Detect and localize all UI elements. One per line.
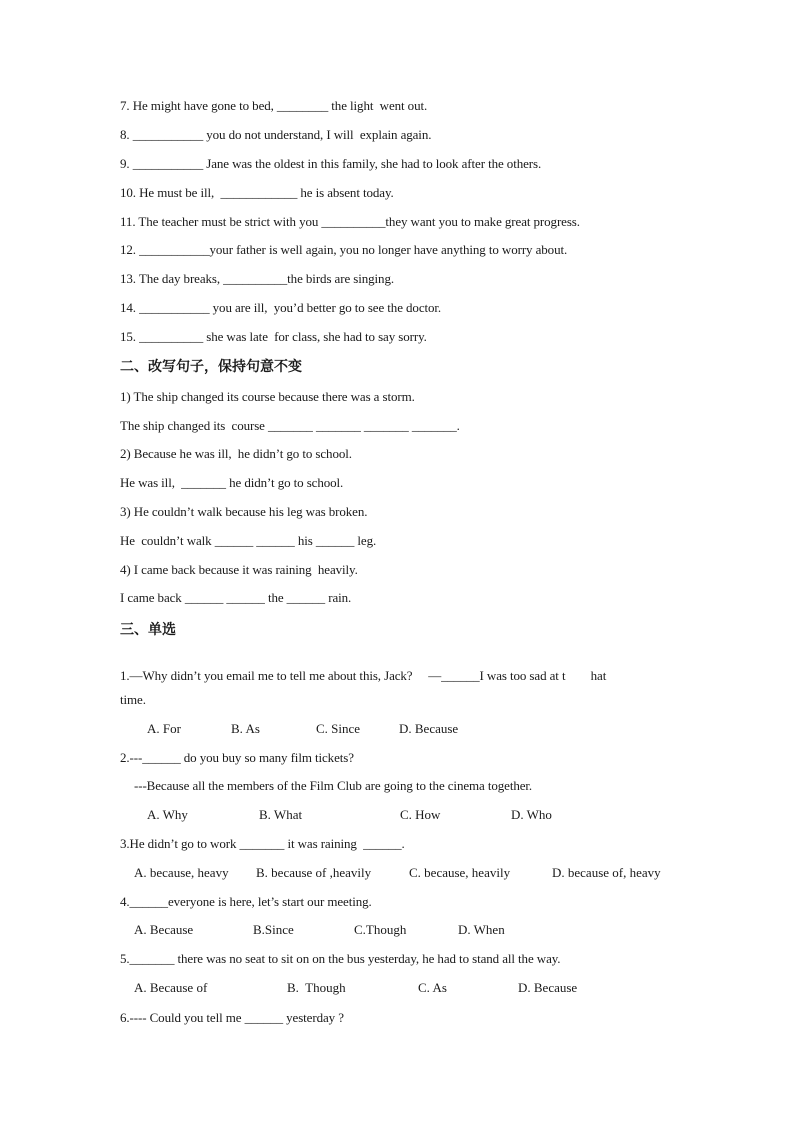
q2-option-c: C. How — [400, 807, 441, 822]
sentence-11: 11. The teacher must be strict with you __________they want you to make great progress. — [120, 214, 580, 229]
q4-option-d: D. When — [458, 922, 505, 937]
q2-option-b: B. What — [259, 807, 303, 822]
sentence-14: 14. ___________ you are ill, you’d better go to see the doctor. — [120, 300, 442, 315]
sentence-12: 12. ___________your father is well again, you no longer have anything to worry about. — [120, 242, 568, 257]
rewrite-original-1: 1) The ship changed its course because there was a storm. — [120, 389, 415, 404]
rewrite-answer-4: I came back ______ ______ the ______ rain. — [120, 590, 352, 605]
q3-option-c: C. because, heavily — [409, 865, 511, 880]
sentence-10: 10. He must be ill, ____________ he is absent today. — [120, 185, 394, 200]
sentence-8: 8. ___________ you do not understand, I will explain again. — [120, 127, 432, 142]
question-4-stem: 4.______everyone is here, let’s start our meeting. — [120, 894, 372, 909]
question-1-stem-continued: time. — [120, 692, 146, 707]
sentence-7: 7. He might have gone to bed, ________ the light went out. — [120, 98, 428, 113]
q3-option-d: D. because of, heavy — [552, 865, 661, 880]
sentence-15: 15. __________ she was late for class, she had to say sorry. — [120, 329, 427, 344]
question-2-answer-line: ---Because all the members of the Film Club are going to the cinema together. — [134, 778, 533, 793]
q3-option-a: A. because, heavy — [134, 865, 229, 880]
q3-option-b: B. because of ,heavily — [256, 865, 372, 880]
sentence-13: 13. The day breaks, __________the birds are singing. — [120, 271, 395, 286]
rewrite-answer-3: He couldn’t walk ______ ______ his ______ leg. — [120, 533, 377, 548]
q5-option-b: B. Though — [287, 980, 346, 995]
question-2-stem: 2.---______ do you buy so many film tickets? — [120, 750, 354, 765]
rewrite-original-3: 3) He couldn’t walk because his leg was broken. — [120, 504, 368, 519]
question-3-stem: 3.He didn’t go to work _______ it was raining ______. — [120, 836, 405, 851]
q1-option-b: B. As — [231, 721, 260, 736]
question-6-stem: 6.---- Could you tell me ______ yesterday ? — [120, 1010, 344, 1025]
rewrite-answer-2: He was ill, _______ he didn’t go to school. — [120, 475, 344, 490]
q5-option-a: A. Because of — [134, 980, 208, 995]
section-heading-rewrite: 二、改写句子，保持句意不变 — [120, 359, 302, 375]
q1-option-c: C. Since — [316, 721, 361, 736]
rewrite-original-4: 4) I came back because it was raining heavily. — [120, 562, 358, 577]
q1-option-d: D. Because — [399, 721, 459, 736]
rewrite-answer-1: The ship changed its course _______ _______ _______ _______. — [120, 418, 460, 433]
q4-option-b: B.Since — [253, 922, 294, 937]
section-heading-single-choice: 三、单选 — [120, 622, 176, 638]
question-5-stem: 5._______ there was no seat to sit on on the bus yesterday, he had to stand all the way. — [120, 951, 561, 966]
q5-option-c: C. As — [418, 980, 447, 995]
q4-option-a: A. Because — [134, 922, 194, 937]
q5-option-d: D. Because — [518, 980, 578, 995]
question-1-stem: 1.—Why didn’t you email me to tell me about this, Jack? —______I was too sad at t hat — [120, 668, 607, 683]
q2-option-d: D. Who — [511, 807, 552, 822]
q1-option-a: A. For — [147, 721, 181, 736]
q4-option-c: C.Though — [354, 922, 407, 937]
rewrite-original-2: 2) Because he was ill, he didn’t go to school. — [120, 446, 352, 461]
q2-option-a: A. Why — [147, 807, 188, 822]
sentence-9: 9. ___________ Jane was the oldest in this family, she had to look after the others. — [120, 156, 542, 171]
